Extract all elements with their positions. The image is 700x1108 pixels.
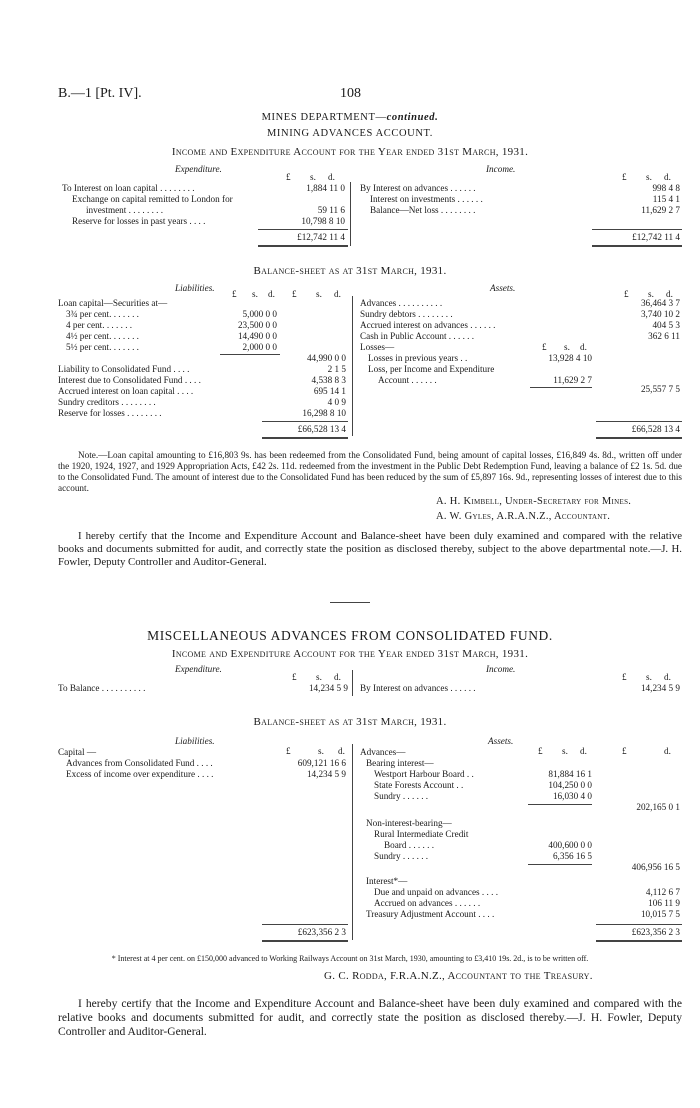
section-separator [330, 602, 370, 603]
footnote: * Interest at 4 per cent. on £150,000 advanced to Working Railways Account on 31st March, 1930, amounting to £3,410 19s. 2d., is to be written off. [111, 954, 589, 963]
signature-treasury-accountant: G. C. Rodda, F.R.A.N.Z., Accountant to the Treasury. [324, 970, 593, 982]
assets-heading: Assets. [490, 283, 516, 293]
double-rule [596, 437, 682, 439]
rule [530, 387, 592, 388]
column-divider [352, 744, 353, 940]
signature-accountant: A. W. Gyles, A.R.A.N.Z., Accountant. [436, 511, 611, 522]
expenditure-heading: Expenditure. [175, 164, 222, 174]
rule [592, 229, 682, 230]
rule [258, 229, 348, 230]
column-divider [352, 670, 353, 696]
double-rule [592, 245, 682, 247]
liabilities-heading: Liabilities. [175, 283, 215, 293]
bs-title-misc: Balance-sheet as at 31st March, 1931. [253, 716, 447, 728]
section-title-mines: MINES DEPARTMENT—continued. [261, 112, 439, 123]
liabilities-heading: Liabilities. [175, 736, 215, 746]
double-rule [262, 940, 348, 942]
audit-certificate: I hereby certify that the Income and Expenditure Account and Balance-sheet have been duly examined and compared with the relative books and documents submitted for audit, and correctly state the position as disclosed thereby.—J. H. Fowler, Deputy Controller and Auditor-General. [58, 997, 682, 1038]
section-subtitle-mining-advances: MINING ADVANCES ACCOUNT. [267, 128, 433, 139]
income-heading: Income. [486, 164, 516, 174]
double-rule [258, 245, 348, 247]
report-reference: B.—1 [Pt. IV]. [58, 86, 142, 101]
double-rule [596, 940, 682, 942]
rule [528, 804, 592, 805]
rule [528, 864, 592, 865]
section-title-misc: MISCELLANEOUS ADVANCES FROM CONSOLIDATED FUND. [147, 628, 553, 643]
signature-under-secretary: A. H. Kimbell, Under-Secretary for Mines. [436, 496, 632, 507]
rule [262, 421, 348, 422]
ie-title-misc: Income and Expenditure Account for the Year ended 31st March, 1931. [171, 648, 529, 660]
expenditure-heading: Expenditure. [175, 664, 222, 674]
assets-heading: Assets. [488, 736, 514, 746]
column-divider [352, 296, 353, 436]
income-heading: Income. [486, 664, 516, 674]
ie-title-mines: Income and Expenditure Account for the Year ended 31st March, 1931. [171, 146, 529, 158]
page-number: 108 [340, 86, 361, 101]
bs-title-mines: Balance-sheet as at 31st March, 1931. [253, 265, 447, 277]
rule [596, 421, 682, 422]
column-divider [350, 182, 351, 246]
audit-certificate: I hereby certify that the Income and Expenditure Account and Balance-sheet have been duly examined and compared with the relative books and documents submitted for audit, and correctly state the position as disclosed thereby, subject to the above departmental note.—J. H. Fowler, Deputy Controller and Auditor-General. [58, 530, 682, 568]
rule [262, 924, 348, 925]
departmental-note: Note.—Loan capital amounting to £16,803 9s. has been redeemed from the Consolidated Fund, being amount of capital losses, £16,849 4s. 8d., written off under the 1920, 1924, 1927, and 1929 Appropriation Acts, £42 2s. 11d. redeemed from the investment in the Public Debt Redemption Fund, leaving a balance of £2 1s. 5d. due to the Consolidated Fund. The amount of interest due to the Consolidated Fund has been reduced by the sum of £5,897 16s. 9d., representing losses of interest due to this account. [58, 450, 682, 493]
rule [596, 924, 682, 925]
double-rule [262, 437, 348, 439]
